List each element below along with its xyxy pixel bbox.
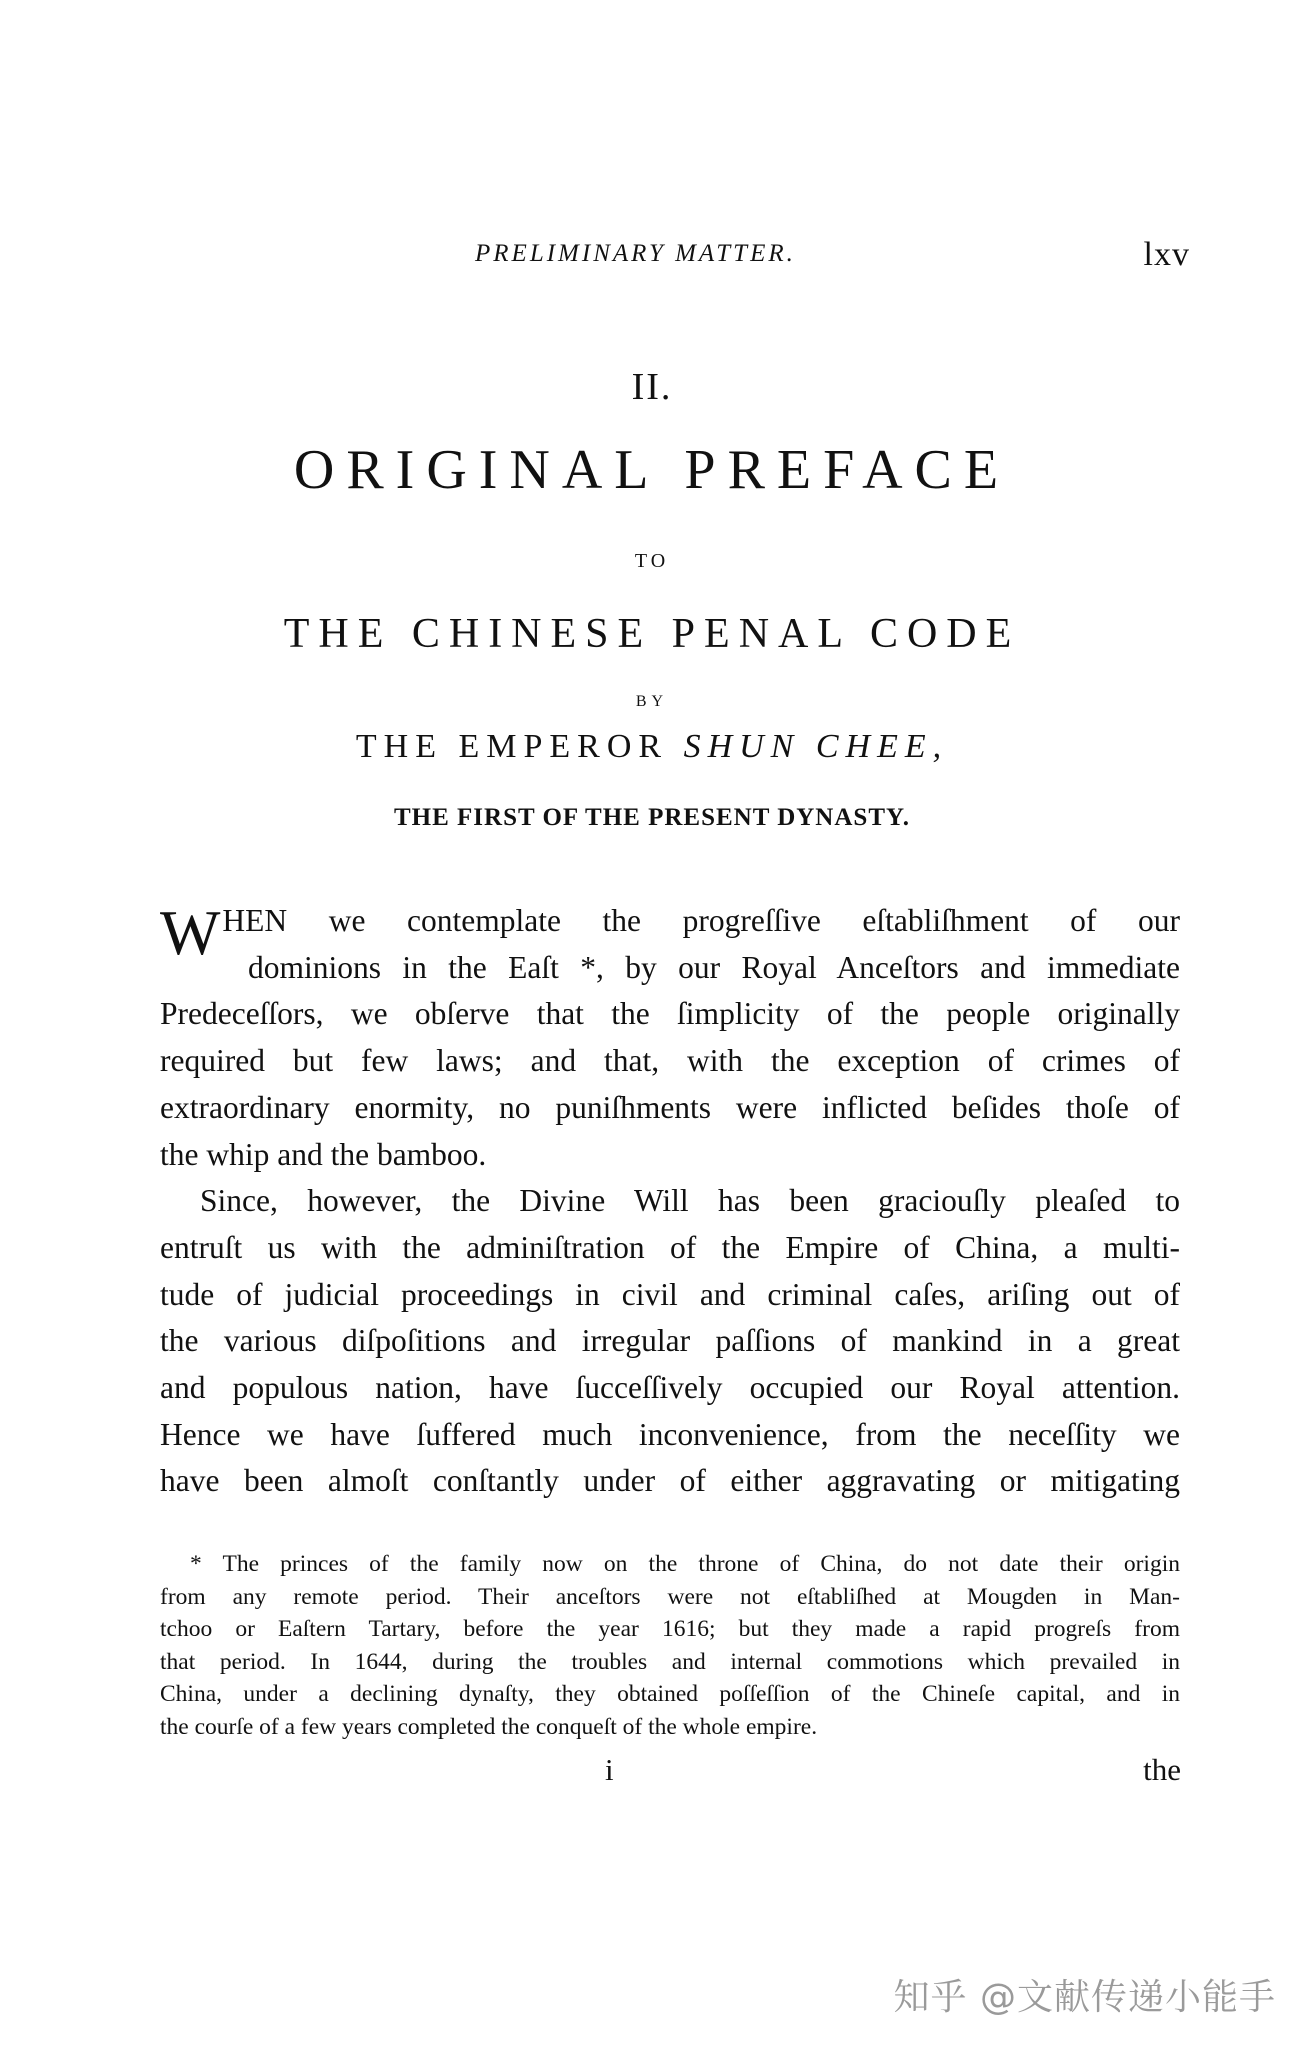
body-line: tude of judicial proceedings in civil and criminal caſes, ariſing out of <box>160 1276 1180 1312</box>
body-line: entruſt us with the adminiſtration of the Empire of China, a multi- <box>160 1229 1180 1265</box>
running-title: PRELIMINARY MATTER. <box>475 240 796 267</box>
emperor-line <box>0 728 1304 766</box>
footnote-line: the courſe of a few years completed the conqueſt of the whole empire. <box>160 1713 818 1740</box>
footnote-line: China, under a declining dynaſty, they obtained poſſeſſion of the Chineſe capital, and in <box>160 1681 1180 1707</box>
watermark: 知乎 @文献传递小能手 <box>893 1977 1276 2018</box>
page-number: lxv <box>1143 236 1190 273</box>
catchword: the <box>1143 1752 1181 1787</box>
body-line: the various diſpoſitions and irregular paſſions of mankind in a great <box>160 1323 1180 1359</box>
body-line: Since, however, the Divine Will has been graciouſly pleaſed to <box>200 1183 1180 1219</box>
body-line: have been almoſt conſtantly under of either aggravating or mitigating <box>160 1463 1180 1499</box>
footnote-line: tchoo or Eaſtern Tartary, before the year 1616; but they made a rapid progreſs from <box>160 1616 1180 1642</box>
drop-cap: W <box>160 897 221 968</box>
body-line: dominions in the Eaſt *, by our Royal Anceſtors and immediate <box>248 949 1180 985</box>
body-line: and populous nation, have ſucceſſively occupied our Royal attention. <box>160 1370 1180 1406</box>
to-line: TO <box>634 550 670 572</box>
signature-mark: i <box>605 1752 614 1787</box>
body-line: HEN we contemplate the progreſſive eſtabliſhment of our <box>222 903 1180 938</box>
footnote-line: that period. In 1644, during the troubles and internal commotions which prevailed in <box>160 1648 1180 1675</box>
footnote-line: * The princes of the family now on the throne of China, do not date their origin <box>190 1551 1180 1577</box>
body-line: required but few laws; and that, with the exception of crimes of <box>160 1043 1180 1079</box>
body-line: Hence we have ſuffered much inconvenience, from the neceſſity we <box>160 1416 1180 1452</box>
preface-title: ORIGINAL PREFACE <box>293 439 1011 501</box>
running-head <box>160 236 1190 276</box>
body-line: extraordinary enormity, no puniſhments were inflicted beſides thoſe of <box>160 1089 1180 1125</box>
body-line: the whip and the bamboo. <box>160 1136 487 1172</box>
code-title: THE CHINESE PENAL CODE <box>283 611 1021 657</box>
emperor-name: SHUN CHEE, <box>683 728 949 765</box>
footnote-line: from any remote period. Their anceſtors were not eſtabliſhed at Mougden in Man- <box>160 1583 1180 1610</box>
by-line: BY <box>635 693 669 710</box>
preface-body <box>160 898 1180 1505</box>
section-number: II. <box>631 366 673 408</box>
footnote <box>160 1548 1180 1743</box>
dynasty-line: THE FIRST OF THE PRESENT DYNASTY. <box>393 804 911 831</box>
emperor-prefix: THE EMPEROR <box>355 728 669 765</box>
body-line: Predeceſſors, we obſerve that the ſimplicity of the people originally <box>160 996 1180 1032</box>
